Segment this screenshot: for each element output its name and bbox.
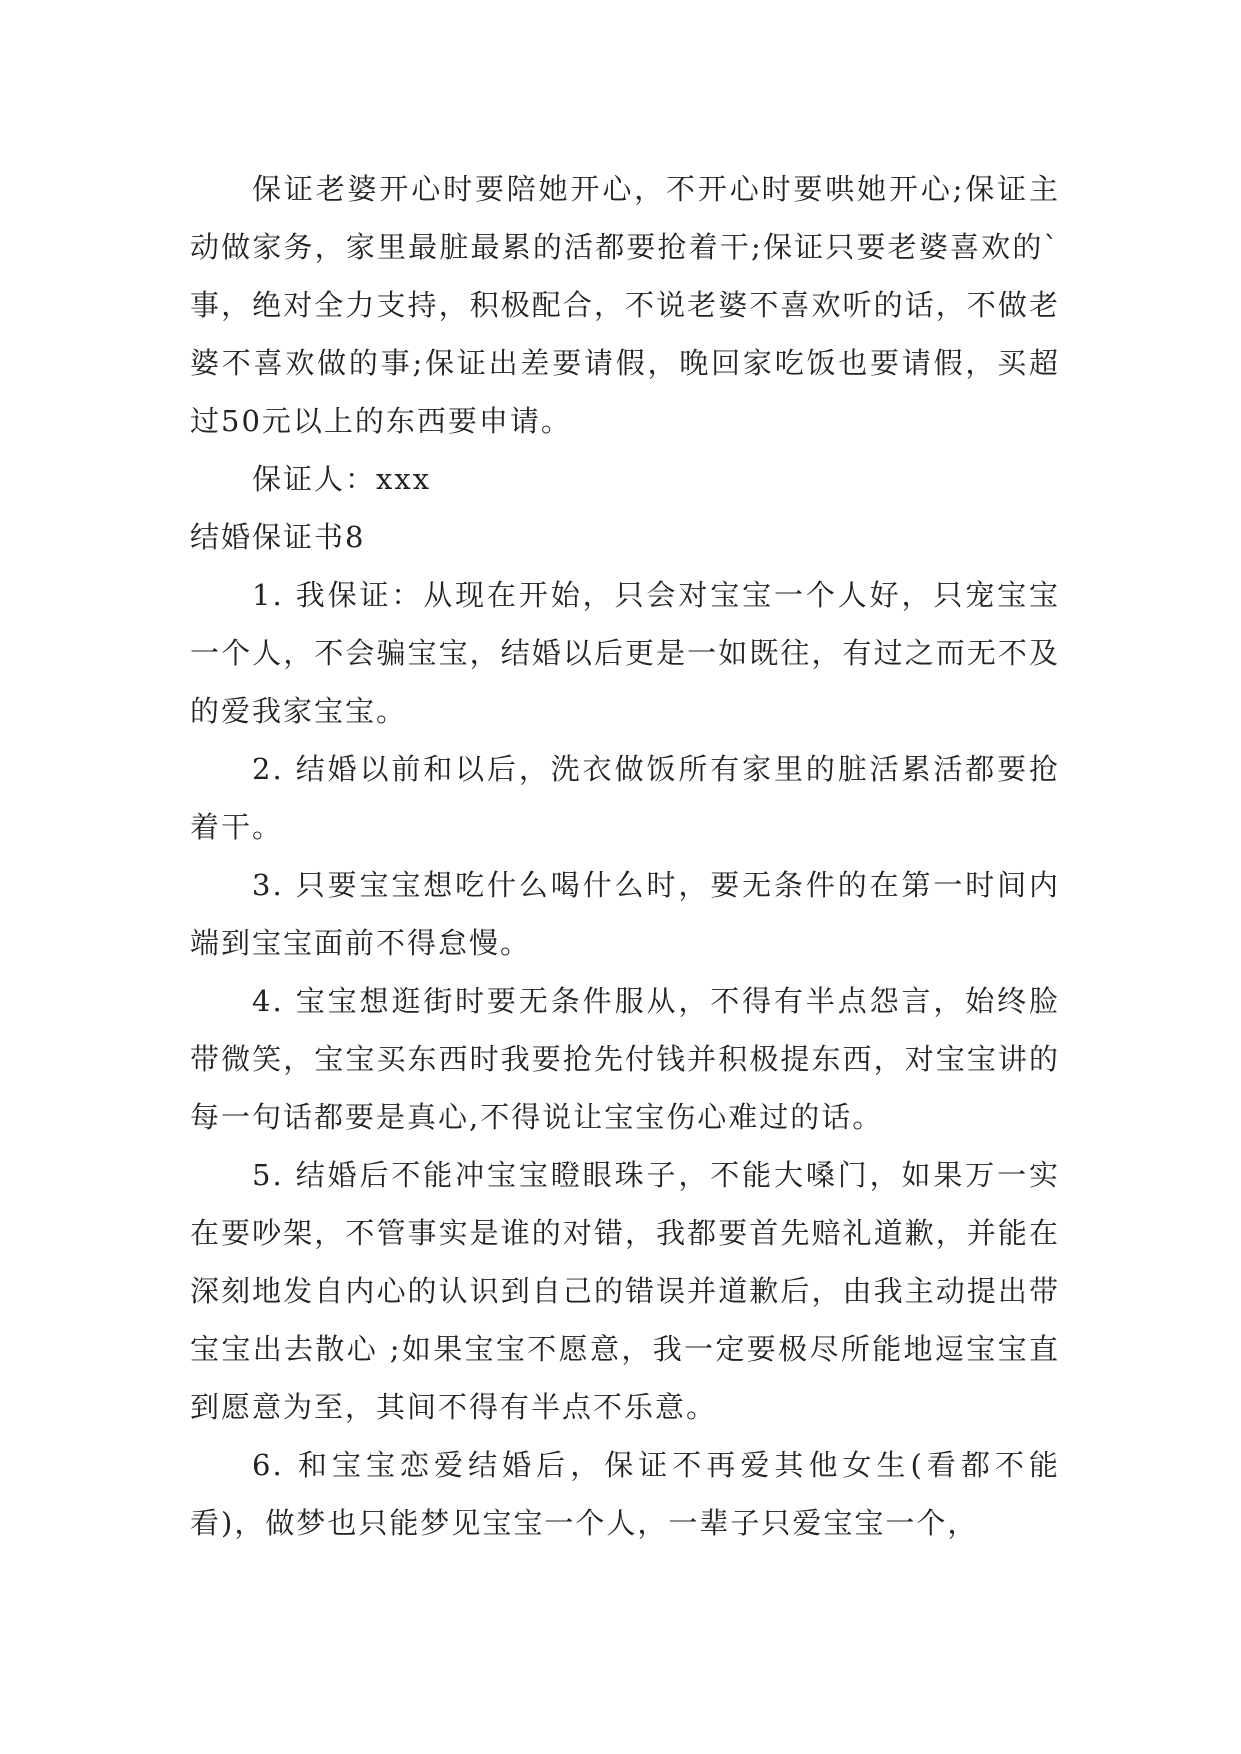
paragraph-pledge-wife: 保证老婆开心时要陪她开心，不开心时要哄她开心;保证主动做家务，家里最脏最累的活都要抢着干;保证只要老婆喜欢的`事，绝对全力支持，积极配合，不说老婆不喜欢听的话，不做老婆不喜欢做的事;保证出差要请假，晚回家吃饭也要请假，买超过50元以上的东西要申请。 [190,172,1060,438]
paragraph-item-1: 1. 我保证：从现在开始，只会对宝宝一个人好，只宠宝宝一个人，不会骗宝宝，结婚以后更是一如既往，有过之而无不及的爱我家宝宝。 [190,578,1060,728]
section-heading: 结婚保证书8 [190,520,366,554]
paragraph-item-2: 2. 结婚以前和以后，洗衣做饭所有家里的脏活累活都要抢着干。 [190,752,1060,844]
paragraph-item-5: 5. 结婚后不能冲宝宝瞪眼珠子，不能大嗓门，如果万一实在要吵架，不管事实是谁的对错，我都要首先赔礼道歉，并能在深刻地发自内心的认识到自己的错误并道歉后，由我主动提出带宝宝出去散心 ;如果宝宝不愿意，我一定要极尽所能地逗宝宝直到愿意为至，其间不得有半点不乐意。 [190,1158,1060,1424]
paragraph-item-4: 4. 宝宝想逛街时要无条件服从，不得有半点怨言，始终脸带微笑，宝宝买东西时我要抢先付钱并积极提东西，对宝宝讲的每一句话都要是真心,不得说让宝宝伤心难过的话。 [190,984,1060,1134]
paragraph-item-3: 3. 只要宝宝想吃什么喝什么时，要无条件的在第一时间内端到宝宝面前不得怠慢。 [190,868,1060,960]
paragraph-guarantor: 保证人：xxx [252,462,432,496]
paragraph-item-6: 6. 和宝宝恋爱结婚后，保证不再爱其他女生(看都不能看)，做梦也只能梦见宝宝一个人，一辈子只爱宝宝一个， [190,1448,1060,1540]
document-body [190,160,1060,1552]
